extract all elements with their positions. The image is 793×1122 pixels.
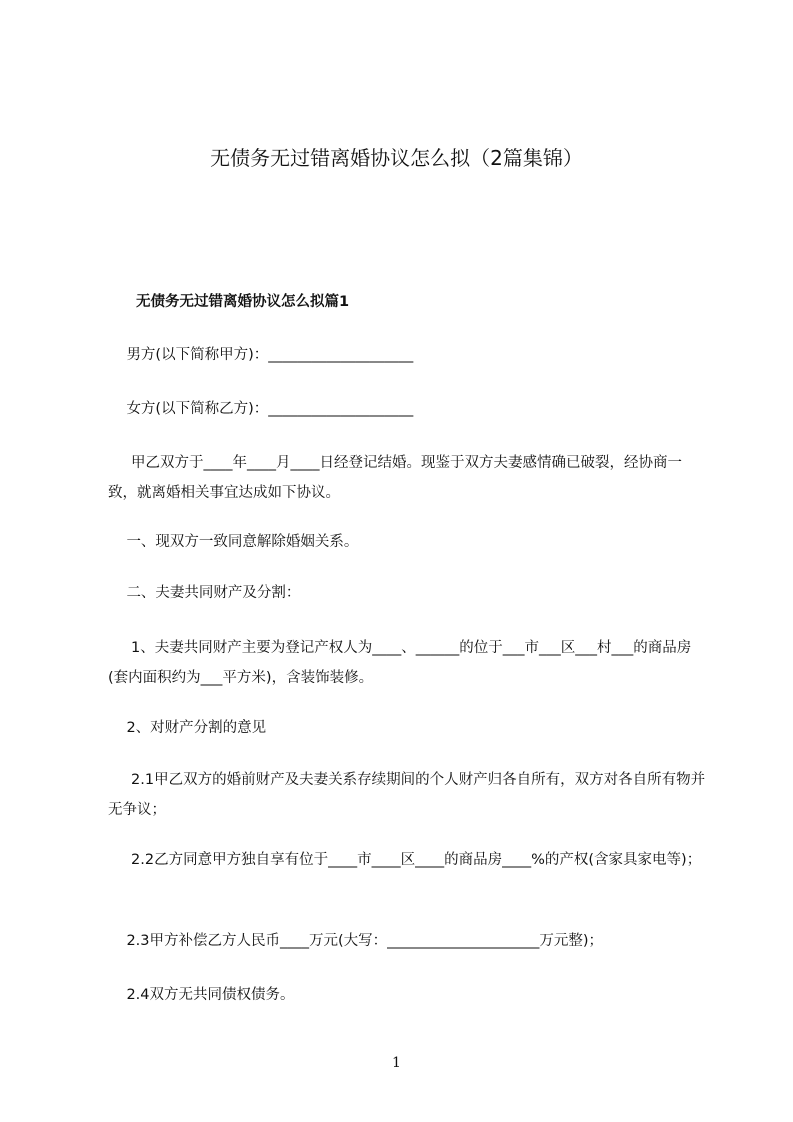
paragraph-dissolution: 一、现双方一致同意解除婚姻关系。	[108, 534, 359, 550]
section-heading: 无债务无过错离婚协议怎么拟篇1	[136, 294, 350, 310]
paragraph-division-heading: 2、对财产分割的意见	[108, 720, 267, 736]
paragraph-marriage-registration: 甲乙双方于____年____月____日经登记结婚。现鉴于双方夫妻感情确已破裂，经协商一致，就离婚相关事宜达成如下协议。	[108, 455, 683, 501]
paragraph-wife: 女方(以下简称乙方)：____________________	[108, 401, 414, 417]
paragraph-clause-2-2: 2.2乙方同意甲方独自享有位于____市____区____的商品房____%的产权(含家具家电等)；	[108, 852, 702, 868]
paragraph-clause-2-1: 2.1甲乙双方的婚前财产及夫妻关系存续期间的个人财产归各自所有，双方对各自所有物并无争议；	[108, 772, 706, 818]
page-number: 1	[392, 1055, 401, 1071]
document-title: 无债务无过错离婚协议怎么拟（2篇集锦）	[210, 146, 583, 170]
paragraph-clause-2-3: 2.3甲方补偿乙方人民币____万元(大写：_____________________万元整)；	[108, 933, 604, 949]
paragraph-property-heading: 二、夫妻共同财产及分割：	[108, 585, 301, 601]
paragraph-property-detail: 1、夫妻共同财产主要为登记产权人为____、______的位于___市___区___村___的商品房(套内面积约为___平方米)，含装饰装修。	[108, 640, 692, 686]
paragraph-clause-2-4: 2.4双方无共同债权债务。	[108, 987, 295, 1003]
paragraph-husband: 男方(以下简称甲方)：____________________	[108, 347, 414, 363]
